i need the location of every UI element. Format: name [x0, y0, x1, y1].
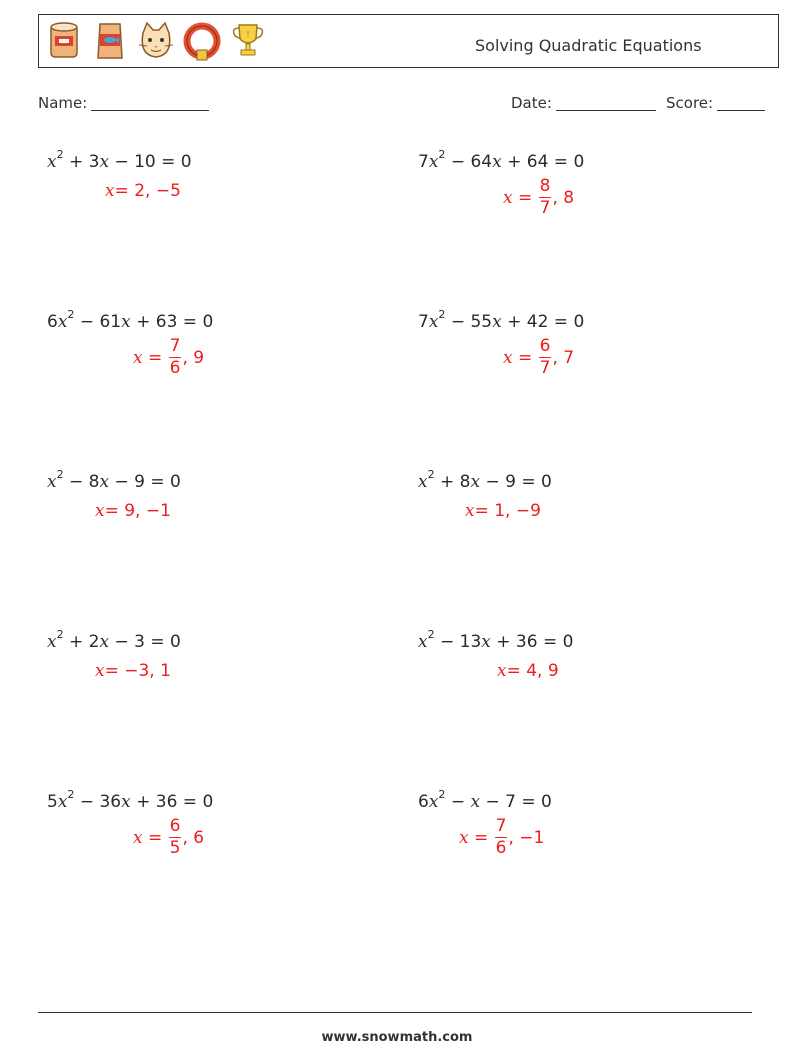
answer-6: x = 1, −9: [465, 501, 541, 521]
footer-url: www.snowmath.com: [321, 1030, 473, 1045]
answer-7: x = −3, 1: [95, 661, 171, 681]
cat-face-icon: [137, 19, 175, 63]
answer-1: x = 2, −5: [105, 181, 181, 201]
equation-10: $6x^2 - x - 7 = 0$: [418, 788, 552, 812]
answer-2: x = $\frac{8}{7}$ , 8: [503, 176, 575, 218]
answer-3: x = $\frac{7}{6}$ , 9: [133, 336, 205, 378]
equation-5: $x^2 - 8x - 9 = 0$: [47, 468, 181, 492]
score-blank: [717, 95, 765, 111]
life-ring-icon: [183, 19, 221, 63]
equation-8: $x^2 - 13x + 36 = 0$: [418, 628, 574, 652]
trophy-icon: [229, 19, 267, 63]
name-label: Name:: [38, 94, 88, 112]
score-label: Score:: [666, 94, 714, 112]
icon-strip: [45, 19, 267, 63]
equation-2: $7x^2 - 64x + 64 = 0$: [418, 148, 585, 172]
footer-divider: [38, 1012, 752, 1013]
answer-5: x = 9, −1: [95, 501, 171, 521]
svg-text:!: !: [246, 30, 250, 39]
equation-9: $5x^2 - 36x + 36 = 0$: [47, 788, 214, 812]
date-blank: [556, 95, 656, 111]
equation-3: $6x^2 - 61x + 63 = 0$: [47, 308, 214, 332]
equation-7: $x^2 + 2x - 3 = 0$: [47, 628, 181, 652]
name-blank: [91, 95, 209, 111]
fish-food-bag-icon: [91, 19, 129, 63]
toilet-paper-icon: [45, 19, 83, 63]
worksheet-header: [38, 14, 779, 68]
equation-6: $x^2 + 8x - 9 = 0$: [418, 468, 552, 492]
date-label: Date:: [511, 94, 552, 112]
name-field: [38, 94, 209, 112]
answer-8: x = 4, 9: [497, 661, 559, 681]
worksheet-title: Solving Quadratic Equations: [475, 36, 702, 55]
answer-9: x = $\frac{6}{5}$ , 6: [133, 816, 205, 858]
date-field: [511, 94, 656, 112]
equation-1: $x^2 + 3x - 10 = 0$: [47, 148, 192, 172]
answer-4: x = $\frac{6}{7}$ , 7: [503, 336, 575, 378]
equation-4: $7x^2 - 55x + 42 = 0$: [418, 308, 585, 332]
score-field: [666, 94, 765, 112]
answer-10: x = $\frac{7}{6}$ , −1: [459, 816, 545, 858]
